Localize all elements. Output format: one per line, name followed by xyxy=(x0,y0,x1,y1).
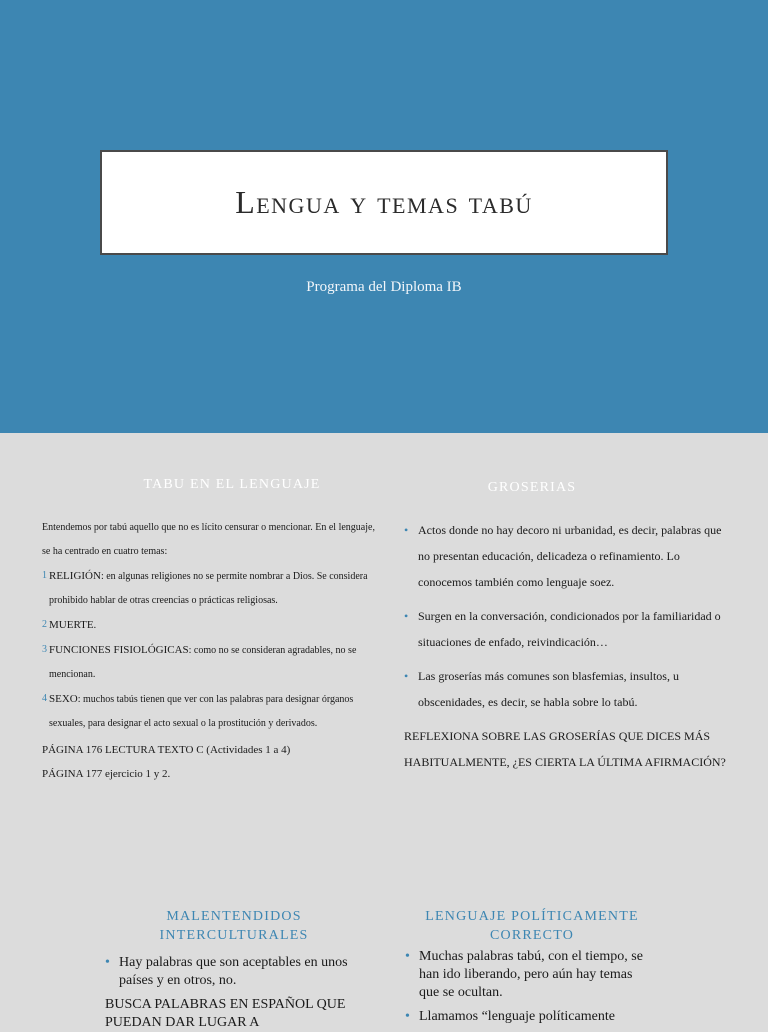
list-item: • Surgen en la conversación, condicionados por la familiaridad o situaciones de enfado, reivindicación… xyxy=(404,603,728,655)
slide-title: Lengua y temas tabú xyxy=(235,184,533,220)
heading-line: CORRECTO xyxy=(489,928,575,943)
malentendidos-heading xyxy=(104,907,364,945)
correcto-body xyxy=(405,948,655,1026)
item-text: . xyxy=(93,620,97,631)
heading-line: INTERCULTURALES xyxy=(159,928,309,943)
correcto-heading xyxy=(404,907,660,945)
list-item: • Hay palabras que son aceptables en unos países y en otros, no. xyxy=(105,954,365,990)
reflexion-prompt: REFLEXIONA SOBRE LAS GROSERÍAS QUE DICES MÁS HABITUALMENTE, ¿ES CIERTA LA ÚLTIMA AFIRMACIÓN? xyxy=(404,729,726,769)
tabu-heading: TABU EN EL LENGUAJE xyxy=(143,477,321,492)
tabu-item xyxy=(42,638,380,687)
tabu-item xyxy=(42,613,380,638)
item-text: : muchos tabús tienen que ver con las palabras para designar órganos sexuales, para designar el acto sexual o la prostitución y derivados. xyxy=(49,694,354,729)
malentendidos-body xyxy=(105,954,365,1032)
tabu-intro: Entendemos por tabú aquello que no es lícito censurar o mencionar. En el lenguaje, se ha centrado en cuatro temas: xyxy=(42,522,375,557)
list-item: • Actos donde no hay decoro ni urbanidad, es decir, palabras que no presentan educación, delicadeza o refinamiento. Lo conocemos también como lenguaje soez. xyxy=(404,517,728,595)
tabu-item xyxy=(42,687,380,736)
list-item: • Llamamos “lenguaje políticamente xyxy=(405,1008,655,1026)
item-number: 4 xyxy=(42,693,47,704)
heading-line: LENGUAJE POLÍTICAMENTE xyxy=(425,909,639,924)
item-number: 3 xyxy=(42,644,47,655)
item-text: : como no se consideran agradables, no se mencionan. xyxy=(49,645,357,680)
item-number: 1 xyxy=(42,570,47,581)
item-head: SEXO xyxy=(49,693,78,705)
list-item: • Las groserías más comunes son blasfemias, insultos, u obscenidades, es decir, se habla sobre lo tabú. xyxy=(404,663,728,715)
groserias-heading: GROSERIAS xyxy=(487,480,577,495)
list-item: • Muchas palabras tabú, con el tiempo, se han ido liberando, pero aún hay temas que se ocultan. xyxy=(405,948,655,1002)
tabu-body xyxy=(42,516,380,786)
groserias-body xyxy=(404,517,728,775)
item-head: MUERTE xyxy=(49,619,94,631)
page-177-note: PÁGINA 177 ejercicio 1 y 2. xyxy=(42,768,171,780)
heading-line: MALENTENDIDOS xyxy=(166,909,302,924)
page-176-note: PÁGINA 176 LECTURA TEXTO C (Actividades 1 a 4) xyxy=(42,744,291,756)
item-head: FUNCIONES FISIOLÓGICAS xyxy=(49,644,189,656)
busca-prompt: BUSCA PALABRAS EN ESPAÑOL QUE PUEDAN DAR LUGAR A xyxy=(105,997,346,1030)
item-head: RELIGIÓN xyxy=(49,570,101,582)
title-slide xyxy=(0,0,768,433)
title-box xyxy=(100,150,668,255)
item-number: 2 xyxy=(42,619,47,630)
item-text: : en algunas religiones no se permite nombrar a Dios. Se considera prohibido hablar de otras creencias o prácticas religiosas. xyxy=(49,571,368,606)
slide-subtitle: Programa del Diploma IB xyxy=(306,279,462,295)
tabu-item xyxy=(42,564,380,613)
